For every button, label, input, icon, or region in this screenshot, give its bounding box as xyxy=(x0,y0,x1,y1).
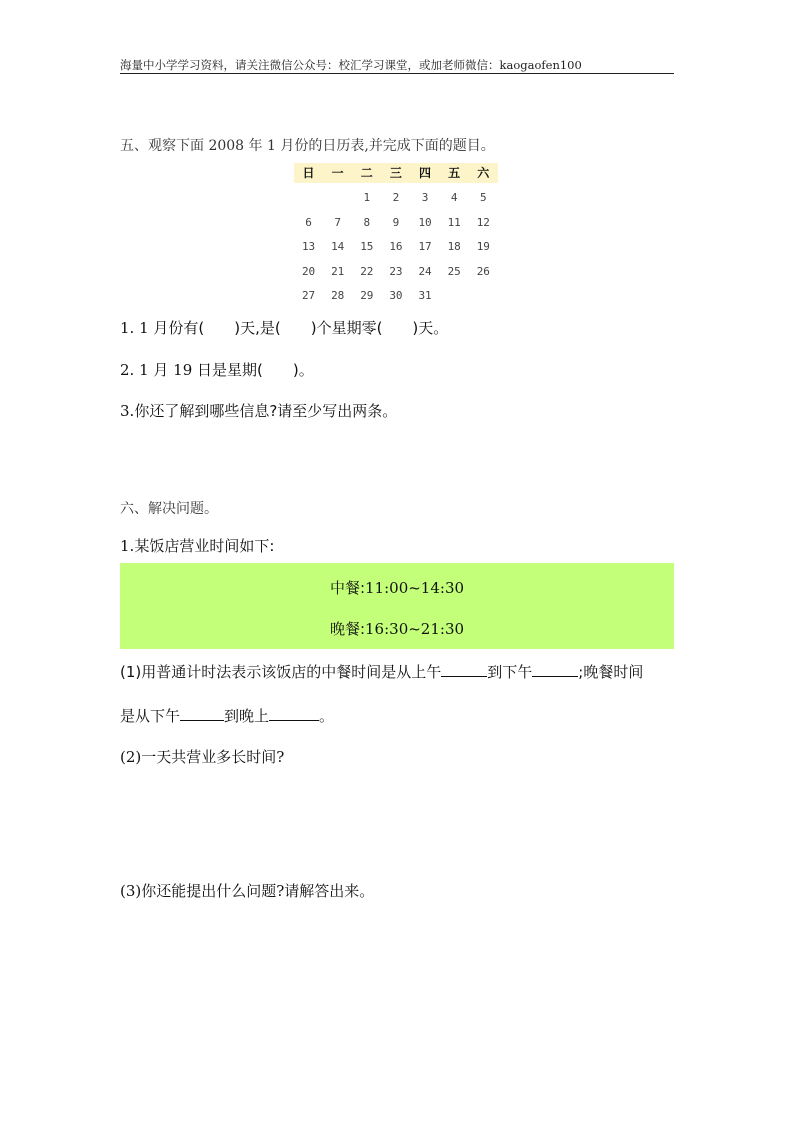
weekday-tue: 二 xyxy=(360,166,373,180)
section-six-title: 六、解决问题。 xyxy=(120,501,218,517)
calendar-day: 23 xyxy=(389,264,403,278)
weekday-sat: 六 xyxy=(477,166,490,180)
subquestion-text: 。 xyxy=(319,707,335,725)
calendar-day: 24 xyxy=(418,264,432,278)
weekday-mon: 一 xyxy=(331,166,344,180)
calendar-day: 8 xyxy=(363,215,371,229)
calendar-weekday-header xyxy=(294,163,498,183)
header-text: 海量中小学学习资料，请关注微信公众号：校汇学习课堂，或加老师微信：kaogaofen100 xyxy=(120,58,582,72)
subquestion-text: ;晚餐时间 xyxy=(578,663,644,681)
subquestion-text: 到下午 xyxy=(487,663,533,681)
section-five-title: 五、观察下面 2008 年 1 月份的日历表,并完成下面的题目。 xyxy=(120,138,495,154)
calendar-day: 12 xyxy=(476,215,490,229)
answer-blank[interactable] xyxy=(180,705,224,721)
lunch-hours xyxy=(120,577,674,598)
calendar-day: 5 xyxy=(480,191,487,204)
question-6-1-title xyxy=(120,535,274,556)
calendar-day: 30 xyxy=(389,289,403,302)
calendar-day: 27 xyxy=(301,289,316,302)
calendar-week-row xyxy=(294,235,498,260)
calendar-day: 19 xyxy=(476,240,490,253)
weekday-wed: 三 xyxy=(389,166,402,180)
business-hours-box xyxy=(120,563,674,649)
question-date: 月 19 xyxy=(153,361,198,379)
calendar-day: 17 xyxy=(418,240,432,253)
calendar-week-row xyxy=(294,211,498,236)
calendar-day: 6 xyxy=(305,215,312,229)
subquestion-text: 到晚上 xyxy=(224,707,270,725)
calendar-week-row xyxy=(294,260,498,285)
calendar-day: 2 xyxy=(392,191,400,204)
question-text: 某饭店营业时间如下: xyxy=(134,537,275,555)
question-5-2 xyxy=(120,359,314,380)
calendar-week-row xyxy=(294,284,498,309)
weekday-sun: 日 xyxy=(302,166,315,180)
calendar-day: 10 xyxy=(418,215,432,229)
calendar-day: 3 xyxy=(421,191,429,204)
question-number: 2. 1 xyxy=(120,361,154,379)
calendar-day: 4 xyxy=(450,191,458,204)
calendar-week-row xyxy=(294,186,498,211)
calendar-day: 25 xyxy=(447,264,461,278)
calendar-day xyxy=(323,186,352,211)
question-text: 日是星期( )。 xyxy=(197,361,314,379)
answer-blank[interactable] xyxy=(441,661,487,677)
page-header xyxy=(120,57,674,74)
calendar-day: 28 xyxy=(331,289,345,302)
dinner-label: 晚餐: xyxy=(329,620,366,638)
dinner-hours xyxy=(120,618,674,639)
dinner-time: 16:30~21:30 xyxy=(365,620,465,638)
question-text: 月份有( )天,是( )个星期零( )天。 xyxy=(153,319,449,337)
calendar-day: 1 xyxy=(363,191,371,204)
calendar-day: 22 xyxy=(360,264,374,278)
question-text: 你还了解到哪些信息?请至少写出两条。 xyxy=(134,402,398,420)
answer-blank[interactable] xyxy=(532,661,578,677)
calendar-day: 14 xyxy=(331,240,345,253)
calendar-day: 9 xyxy=(392,215,400,229)
weekday-thu: 四 xyxy=(419,166,432,180)
calendar-day: 18 xyxy=(447,240,461,253)
question-5-3 xyxy=(120,400,397,421)
subquestion-2: (2)一天共营业多长时间? xyxy=(120,748,285,766)
lunch-time: 11:00~14:30 xyxy=(365,579,465,597)
calendar-day: 26 xyxy=(476,264,490,278)
subquestion-3: (3)你还能提出什么问题?请解答出来。 xyxy=(120,882,375,900)
calendar-day xyxy=(469,284,498,309)
calendar-grid xyxy=(294,186,498,309)
subquestion-1-line1 xyxy=(120,661,643,682)
question-5-1 xyxy=(120,317,448,338)
calendar-day xyxy=(440,284,469,309)
calendar-day: 20 xyxy=(301,264,316,278)
calendar-day: 15 xyxy=(360,240,374,253)
calendar-day: 7 xyxy=(334,215,341,229)
calendar-day: 21 xyxy=(331,264,345,278)
calendar-day xyxy=(294,186,323,211)
question-number: 1. 1 xyxy=(120,319,154,337)
calendar-day: 31 xyxy=(418,289,432,302)
subquestion-1-line2 xyxy=(120,705,334,726)
subquestion-text: 是从下午 xyxy=(120,707,181,725)
question-number: 1. xyxy=(120,537,135,555)
subquestion-text: (1)用普通计时法表示该饭店的中餐时间是从上午 xyxy=(120,663,442,681)
calendar-day: 16 xyxy=(389,240,403,253)
answer-blank[interactable] xyxy=(269,705,319,721)
lunch-label: 中餐: xyxy=(329,579,366,597)
calendar-day: 11 xyxy=(447,215,461,229)
question-number: 3. xyxy=(120,402,135,420)
calendar-day: 13 xyxy=(301,240,316,253)
weekday-fri: 五 xyxy=(448,166,461,180)
calendar-day: 29 xyxy=(360,289,374,302)
